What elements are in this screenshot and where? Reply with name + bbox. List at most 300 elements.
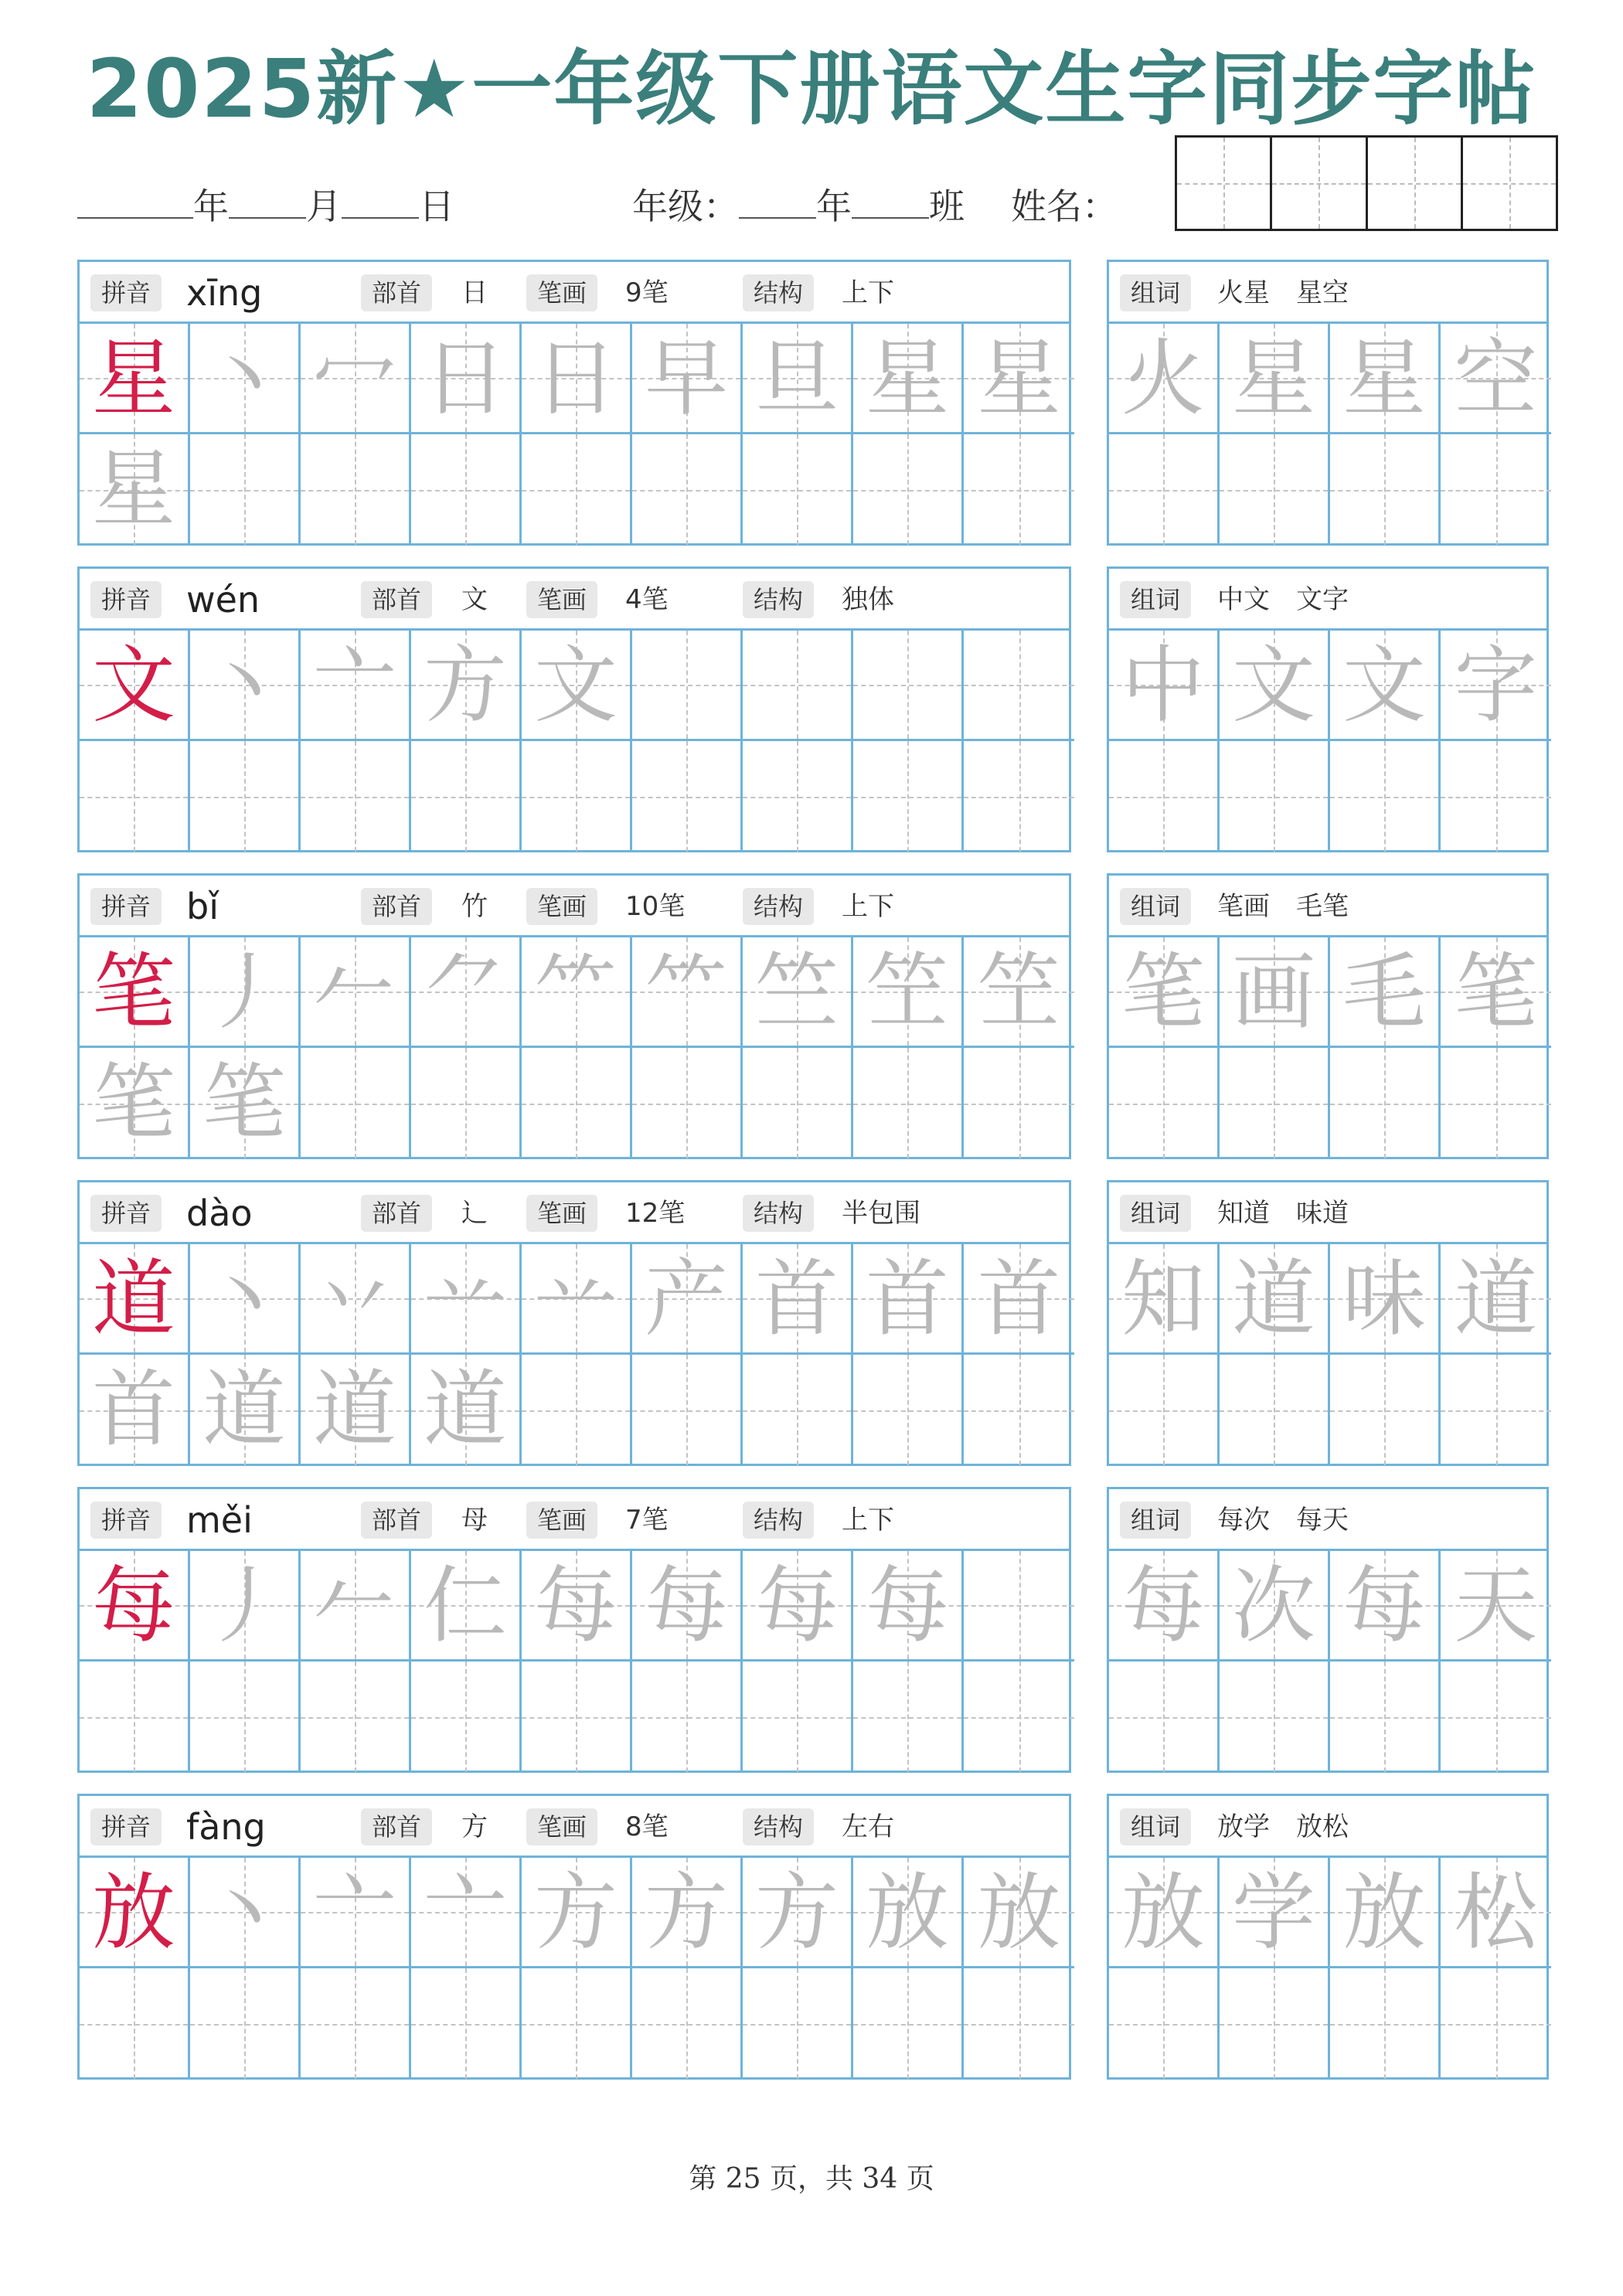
strokes-value: 8笔 [625,1811,669,1842]
stroke-order-step: 䒑 [533,1251,618,1348]
writing-cell[interactable] [964,324,1074,434]
writing-cell[interactable] [80,1858,190,1968]
word-character: 星 [1342,331,1426,427]
writing-cell[interactable] [411,1048,522,1158]
writing-grid [80,1858,1074,2079]
writing-cell[interactable] [301,741,411,852]
grade-year-blank[interactable] [739,183,816,219]
words-value: 知道 味道 [1217,1198,1349,1229]
writing-cell[interactable] [411,1355,522,1465]
words-tag: 组词 [1120,274,1191,311]
writing-cell[interactable] [1330,1355,1441,1465]
stroke-order-step [301,1048,409,1158]
writing-cell[interactable] [522,741,632,852]
writing-cell[interactable] [632,1244,743,1355]
char-info-header [80,876,1069,937]
radical-tag: 部首 [361,1808,432,1845]
strokes-tag: 笔画 [526,274,597,311]
writing-cell[interactable] [80,1355,190,1465]
writing-cell[interactable] [1109,1244,1220,1355]
writing-cell[interactable] [190,324,301,434]
main-character: 星 [91,331,175,427]
writing-cell[interactable] [1441,937,1551,1048]
writing-cell[interactable] [632,1048,743,1158]
writing-grid [80,631,1074,852]
writing-cell[interactable] [190,434,301,545]
writing-cell[interactable] [1220,741,1330,852]
word-character: 放 [1342,1865,1426,1961]
structure-value: 上下 [842,277,894,308]
writing-cell[interactable] [853,1968,964,2079]
writing-cell[interactable] [1109,1551,1220,1662]
writing-cell[interactable] [1441,1355,1551,1465]
writing-cell[interactable] [743,741,853,852]
writing-cell[interactable] [301,631,411,741]
writing-cell[interactable] [1109,1968,1220,2079]
pinyin-value: dào [186,1192,253,1234]
stroke-order-step [80,1662,188,1772]
writing-cell[interactable] [1330,1244,1441,1355]
writing-cell[interactable] [522,937,632,1048]
writing-cell[interactable] [1330,1662,1441,1772]
class-label: 班 [929,185,965,227]
strokes-tag: 笔画 [526,1195,597,1232]
writing-cell[interactable] [853,1662,964,1772]
stroke-order-step [743,1968,851,2079]
writing-cell[interactable] [1441,1858,1551,1968]
word-character: 每 [1121,1558,1205,1655]
writing-cell[interactable] [632,937,743,1048]
writing-cell[interactable] [964,1551,1074,1662]
writing-cell[interactable] [1441,324,1551,434]
stroke-order-step: 首 [91,1362,175,1458]
writing-cell[interactable] [632,434,743,545]
writing-cell[interactable] [743,1048,853,1158]
writing-cell[interactable] [964,741,1074,852]
writing-cell[interactable] [411,1968,522,2079]
stroke-order-step: 方 [423,638,507,734]
writing-cell[interactable] [522,1662,632,1772]
writing-cell[interactable] [301,324,411,434]
writing-cell[interactable] [80,1968,190,2079]
writing-cell[interactable] [964,1662,1074,1772]
stroke-order-step: 方 [754,1865,839,1961]
writing-cell[interactable] [522,1858,632,1968]
stroke-order-step: 放 [977,1865,1061,1961]
stroke-order-step [411,434,519,545]
writing-cell[interactable] [1109,1048,1220,1158]
radical-tag: 部首 [361,888,432,925]
main-character: 放 [91,1865,175,1961]
writing-cell[interactable] [411,434,522,545]
main-character: 笔 [91,944,175,1041]
writing-cell[interactable] [522,1968,632,2079]
name-box[interactable] [1368,138,1463,229]
stroke-order-step [743,1662,851,1772]
stroke-order-step: 星 [91,441,175,538]
words-value: 中文 文字 [1217,584,1349,615]
writing-cell[interactable] [632,741,743,852]
stroke-order-step [301,741,409,852]
writing-cell[interactable] [1330,937,1441,1048]
word-header [1109,1182,1546,1244]
stroke-order-step: ⺮ [644,944,728,1041]
stroke-order-step: 星 [977,331,1061,427]
writing-cell[interactable] [743,1355,853,1465]
writing-cell[interactable] [301,1244,411,1355]
word-practice-card [1107,1794,1549,2080]
writing-cell[interactable] [1441,1968,1551,2079]
writing-cell[interactable] [301,1048,411,1158]
stroke-order-step [632,1968,740,2079]
char-practice-card [77,260,1071,546]
stroke-order-step: 每 [533,1558,618,1655]
writing-cell[interactable] [632,631,743,741]
word-character: 天 [1454,1558,1538,1655]
writing-cell[interactable] [301,434,411,545]
char-info-header [80,1796,1069,1858]
writing-cell[interactable] [1109,324,1220,434]
radical-value: 日 [461,277,488,308]
pinyin-tag: 拼音 [90,1808,162,1845]
writing-cell[interactable] [964,1858,1074,1968]
writing-cell[interactable] [1220,1968,1330,2079]
structure-tag: 结构 [743,1502,814,1539]
pinyin-value: xīng [186,272,263,314]
writing-cell[interactable] [743,324,853,434]
writing-cell[interactable] [1441,434,1551,545]
char-practice-card [77,873,1071,1159]
writing-cell[interactable] [1441,1048,1551,1158]
writing-cell[interactable] [743,631,853,741]
name-box[interactable] [1463,138,1556,229]
writing-cell[interactable] [743,1858,853,1968]
writing-cell[interactable] [743,937,853,1048]
writing-cell[interactable] [632,1968,743,2079]
writing-cell[interactable] [964,1968,1074,2079]
stroke-order-step: ⺮ [533,944,618,1041]
word-character: 笔 [1121,944,1205,1041]
structure-tag: 结构 [743,888,814,925]
writing-cell[interactable] [853,631,964,741]
main-character: 每 [91,1558,175,1655]
writing-cell[interactable] [964,631,1074,741]
stroke-order-step [190,1968,298,2079]
writing-cell[interactable] [1220,1662,1330,1772]
writing-cell[interactable] [80,1662,190,1772]
stroke-order-step [301,1968,409,2079]
word-character: 笔 [1454,944,1538,1041]
writing-cell[interactable] [411,741,522,852]
writing-cell[interactable] [632,1551,743,1662]
stroke-order-step: 首 [754,1251,839,1348]
writing-cell[interactable] [80,937,190,1048]
word-character: 学 [1231,1865,1315,1961]
writing-cell[interactable] [964,1244,1074,1355]
writing-cell[interactable] [1220,434,1330,545]
writing-cell[interactable] [1441,1662,1551,1772]
writing-cell[interactable] [964,434,1074,545]
structure-value: 上下 [842,1505,894,1536]
stroke-order-step [964,631,1074,739]
writing-cell[interactable] [301,1551,411,1662]
name-box[interactable] [1272,138,1367,229]
writing-cell[interactable] [411,937,522,1048]
page-footer: 第 25 页，共 34 页 [689,2163,934,2195]
writing-cell[interactable] [853,1355,964,1465]
writing-cell[interactable] [190,1048,301,1158]
stroke-order-step: 首 [865,1251,949,1348]
stroke-order-step: 道 [202,1362,286,1458]
writing-cell[interactable] [1330,1551,1441,1662]
writing-cell[interactable] [1330,324,1441,434]
stroke-order-step [522,434,630,545]
writing-cell[interactable] [1220,1551,1330,1662]
stroke-order-step [522,1355,630,1465]
radical-value: 辶 [461,1198,488,1229]
page-title: 2025新★一年级下册语文生字同步字帖 [86,42,1537,136]
writing-grid [80,1551,1074,1772]
writing-cell[interactable] [411,324,522,434]
writing-cell[interactable] [301,1662,411,1772]
stroke-order-step [964,434,1074,545]
writing-cell[interactable] [632,1355,743,1465]
writing-cell[interactable] [853,434,964,545]
writing-cell[interactable] [190,741,301,852]
writing-cell[interactable] [190,1858,301,1968]
writing-cell[interactable] [964,1355,1074,1465]
writing-cell[interactable] [1330,434,1441,545]
stroke-order-step [632,631,740,739]
writing-cell[interactable] [1441,631,1551,741]
writing-cell[interactable] [522,631,632,741]
class-blank[interactable] [852,183,929,219]
stroke-order-step [964,1551,1074,1659]
writing-cell[interactable] [1109,1355,1220,1465]
pinyin-tag: 拼音 [90,581,162,618]
writing-cell[interactable] [743,1662,853,1772]
writing-cell[interactable] [1441,1551,1551,1662]
writing-cell[interactable] [522,434,632,545]
writing-cell[interactable] [411,1244,522,1355]
writing-cell[interactable] [853,937,964,1048]
stroke-order-step [964,1662,1074,1772]
char-info-header [80,1489,1069,1551]
word-practice-card [1107,1487,1549,1773]
writing-cell[interactable] [853,1858,964,1968]
structure-tag: 结构 [743,1195,814,1232]
stroke-order-step: 丶 [202,331,286,427]
writing-cell[interactable] [522,1048,632,1158]
strokes-value: 4笔 [625,584,669,615]
writing-cell[interactable] [743,1244,853,1355]
writing-cell[interactable] [522,1355,632,1465]
radical-value: 竹 [461,891,488,922]
writing-cell[interactable] [80,741,190,852]
word-practice-card [1107,873,1549,1159]
writing-cell[interactable] [743,1551,853,1662]
stroke-order-step: 笁 [865,944,949,1041]
writing-cell[interactable] [190,937,301,1048]
word-practice-card [1107,1180,1549,1466]
writing-cell[interactable] [743,1968,853,2079]
word-character: 知 [1121,1251,1205,1348]
pinyin-tag: 拼音 [90,274,162,311]
pinyin-value: bǐ [186,886,219,927]
word-character: 星 [1231,331,1315,427]
writing-cell[interactable] [853,324,964,434]
stroke-order-step [632,1048,740,1158]
stroke-order-step [301,1662,409,1772]
writing-cell[interactable] [301,1858,411,1968]
word-practice-card [1107,260,1549,546]
writing-cell[interactable] [1330,741,1441,852]
writing-cell[interactable] [1109,434,1220,545]
writing-cell[interactable] [411,1551,522,1662]
words-value: 每次 每天 [1217,1505,1349,1536]
writing-cell[interactable] [1220,324,1330,434]
structure-value: 左右 [842,1811,894,1842]
writing-cell[interactable] [1109,1858,1220,1968]
year-label: 年 [193,185,229,227]
writing-cell[interactable] [1109,937,1220,1048]
words-value: 笔画 毛笔 [1217,891,1349,922]
writing-cell[interactable] [853,1048,964,1158]
writing-cell[interactable] [853,1551,964,1662]
stroke-order-step [853,631,961,739]
writing-cell[interactable] [190,631,301,741]
stroke-order-step: 首 [977,1251,1061,1348]
stroke-order-step: 旦 [754,331,839,427]
writing-cell[interactable] [1220,631,1330,741]
writing-cell[interactable] [632,1662,743,1772]
radical-tag: 部首 [361,1502,432,1539]
stroke-order-step: 䒑 [423,1251,507,1348]
writing-cell[interactable] [190,1244,301,1355]
name-box[interactable] [1177,138,1272,229]
writing-cell[interactable] [1109,1662,1220,1772]
stroke-order-step [853,434,961,545]
writing-cell[interactable] [1330,1048,1441,1158]
writing-grid [1109,631,1551,852]
day-blank[interactable] [342,183,419,219]
word-header [1109,569,1546,631]
writing-cell[interactable] [1109,741,1220,852]
writing-cell[interactable] [301,937,411,1048]
strokes-tag: 笔画 [526,1808,597,1845]
writing-cell[interactable] [190,1662,301,1772]
writing-cell[interactable] [411,1858,522,1968]
month-label: 月 [306,185,342,227]
stroke-order-step: 丶 [202,638,286,734]
writing-cell[interactable] [301,1355,411,1465]
char-practice-card [77,566,1071,852]
writing-cell[interactable] [632,324,743,434]
writing-cell[interactable] [522,1551,632,1662]
word-character: 文 [1231,638,1315,734]
pinyin-tag: 拼音 [90,888,162,925]
structure-value: 半包围 [842,1198,920,1229]
day-label: 日 [419,185,454,227]
writing-cell[interactable] [190,1355,301,1465]
stroke-order-step [964,741,1074,852]
writing-cell[interactable] [853,1244,964,1355]
stroke-order-step [743,1048,851,1158]
name-boxes[interactable] [1175,135,1558,231]
stroke-order-step: 日 [423,331,507,427]
writing-cell[interactable] [964,1048,1074,1158]
stroke-order-step: 丷 [312,1251,396,1348]
word-character: 每 [1342,1558,1426,1655]
writing-cell[interactable] [411,1662,522,1772]
strokes-tag: 笔画 [526,888,597,925]
word-header [1109,1796,1546,1858]
writing-cell[interactable] [1220,1244,1330,1355]
radical-tag: 部首 [361,581,432,618]
writing-cell[interactable] [1109,631,1220,741]
writing-cell[interactable] [1330,1968,1441,2079]
stroke-order-step: 笔 [202,1055,286,1151]
word-character: 次 [1231,1558,1315,1655]
strokes-value: 9笔 [625,277,669,308]
writing-cell[interactable] [964,937,1074,1048]
writing-cell[interactable] [1220,1048,1330,1158]
writing-cell[interactable] [522,324,632,434]
writing-cell[interactable] [190,1551,301,1662]
radical-tag: 部首 [361,274,432,311]
writing-cell[interactable] [80,434,190,545]
word-character: 毛 [1342,944,1426,1041]
writing-cell[interactable] [80,631,190,741]
writing-cell[interactable] [743,434,853,545]
writing-cell[interactable] [80,324,190,434]
writing-cell[interactable] [80,1048,190,1158]
stroke-order-step: 笁 [977,944,1061,1041]
writing-cell[interactable] [1220,937,1330,1048]
writing-cell[interactable] [301,1968,411,2079]
writing-cell[interactable] [853,741,964,852]
words-value: 放学 放松 [1217,1811,1349,1842]
word-character: 字 [1454,638,1538,734]
writing-cell[interactable] [80,1551,190,1662]
writing-cell[interactable] [632,1858,743,1968]
stroke-order-step [743,741,851,852]
writing-cell[interactable] [411,631,522,741]
writing-cell[interactable] [190,1968,301,2079]
stroke-order-step: 𠂉 [312,1558,396,1655]
radical-value: 文 [461,584,488,615]
stroke-order-step: 星 [865,331,949,427]
writing-cell[interactable] [1441,1244,1551,1355]
word-practice-card [1107,566,1549,852]
writing-cell[interactable] [1330,1858,1441,1968]
stroke-order-step: 每 [644,1558,728,1655]
stroke-order-step [743,1355,851,1465]
stroke-order-step: 文 [533,638,618,734]
writing-cell[interactable] [1220,1858,1330,1968]
writing-cell[interactable] [522,1244,632,1355]
writing-cell[interactable] [1330,631,1441,741]
writing-cell[interactable] [1441,741,1551,852]
writing-cell[interactable] [1220,1355,1330,1465]
writing-grid [1109,1858,1551,2079]
structure-tag: 结构 [743,1808,814,1845]
stroke-order-step [743,434,851,545]
month-blank[interactable] [229,183,306,219]
word-header [1109,876,1546,937]
year-blank[interactable] [77,183,193,219]
writing-cell[interactable] [80,1244,190,1355]
